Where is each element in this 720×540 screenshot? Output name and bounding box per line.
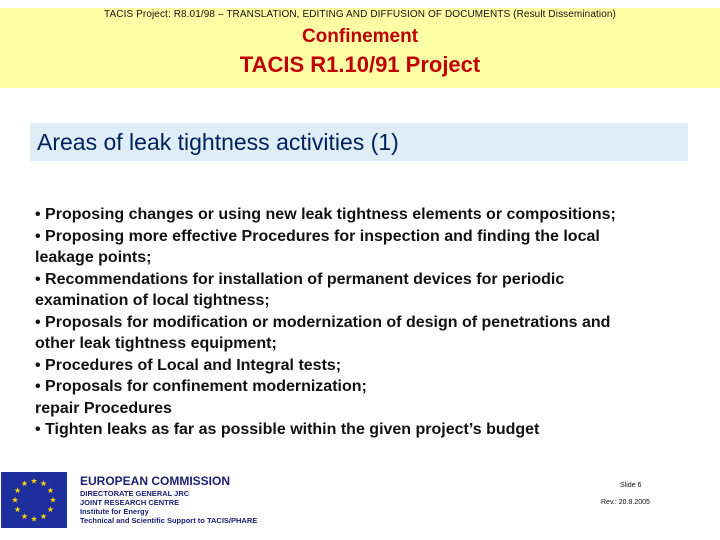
bullet-line: • Procedures of Local and Integral tests;	[35, 356, 342, 374]
bullet-line: • Proposals for confinement modernization;	[35, 378, 367, 395]
eu-flag-icon	[1, 472, 67, 528]
bullet-line: • Recommendations for installation of permanent devices for periodic	[35, 270, 565, 288]
commission-title: EUROPEAN COMMISSION	[80, 474, 231, 488]
bullet-line: repair Procedures	[35, 399, 172, 417]
commission-block	[80, 474, 257, 525]
bullet-line: leakage points;	[35, 249, 152, 266]
section-title: Areas of leak tightness activities (1)	[37, 129, 399, 155]
slide-subtitle: Confinement	[301, 26, 419, 47]
bullet-line: • Proposing changes or using new leak tightness elements or compositions;	[35, 206, 616, 223]
slide-number: Slide 6	[620, 482, 642, 489]
commission-line: JOINT RESEARCH CENTRE	[80, 498, 180, 507]
slide-title: TACIS R1.10/91 Project	[239, 52, 481, 77]
revision-date: Rev.: 20.8.2005	[601, 499, 650, 506]
bullet-line: • Proposing more effective Procedures for inspection and finding the local	[35, 227, 600, 245]
bullet-line: • Tighten leaks as far as possible within the given project’s budget	[35, 421, 540, 438]
bullet-line: examination of local tightness;	[35, 292, 270, 309]
bullet-list	[35, 204, 700, 441]
section-title-box	[30, 123, 688, 161]
commission-line: Institute for Energy	[80, 507, 149, 516]
commission-line: DIRECTORATE GENERAL JRC	[80, 489, 190, 498]
bullet-line: • Proposals for modification or modernization of design of penetrations and	[35, 313, 611, 331]
bullet-line: other leak tightness equipment;	[35, 335, 277, 352]
commission-line: Technical and Scientific Support to TACIS/PHARE	[80, 516, 258, 525]
project-line: TACIS Project: R8.01/98 – TRANSLATION, EDITING AND DIFFUSION OF DOCUMENTS (Result Dissemination)	[104, 9, 616, 20]
